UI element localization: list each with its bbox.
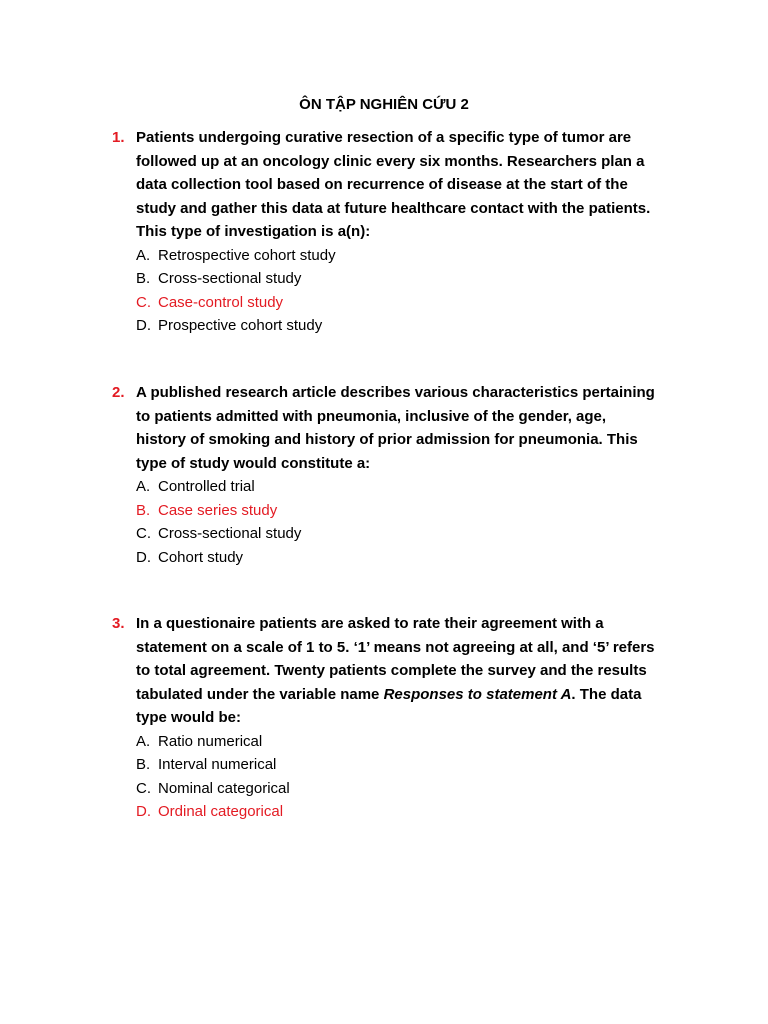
question-text xyxy=(136,612,656,730)
option-text: Controlled trial xyxy=(158,478,255,495)
option-text: Interval numerical xyxy=(158,756,277,773)
option-a xyxy=(136,475,712,499)
option-text: Cross-sectional study xyxy=(158,270,302,287)
option-list xyxy=(136,244,712,338)
question-1 xyxy=(112,126,712,338)
option-letter: B. xyxy=(136,270,151,287)
question-number: 3. xyxy=(112,615,125,632)
option-c xyxy=(136,522,712,546)
option-a xyxy=(136,730,712,754)
option-letter: A. xyxy=(136,246,151,264)
option-text: Cross-sectional study xyxy=(158,525,302,542)
question-3 xyxy=(112,612,712,824)
option-c xyxy=(136,777,712,801)
option-text: Nominal categorical xyxy=(158,779,290,797)
option-a xyxy=(136,244,712,268)
option-letter: D. xyxy=(136,548,151,566)
option-text: Case-control study xyxy=(158,293,284,311)
option-letter: C. xyxy=(136,293,151,311)
option-letter: C. xyxy=(136,525,151,542)
option-text: Prospective cohort study xyxy=(158,317,323,334)
question-text-part: . The data type would be: xyxy=(136,685,642,726)
option-list xyxy=(136,730,712,824)
question-2 xyxy=(112,381,712,569)
document-title: ÔN TẬP NGHIÊN CỨU 2 xyxy=(299,96,469,113)
option-letter: D. xyxy=(136,317,151,334)
option-c xyxy=(136,291,712,315)
option-d xyxy=(136,546,712,570)
option-d xyxy=(136,800,712,824)
option-letter: D. xyxy=(136,803,151,820)
option-letter: A. xyxy=(136,478,151,495)
option-list xyxy=(136,475,712,569)
question-text: A published research article describes various characteristics pertaining to patients admitted with pneumonia, inclusive of the gender, age, history of smoking and history of prior admission for pneumonia. This type of study would constitute a: xyxy=(136,384,655,472)
question-number: 2. xyxy=(112,384,125,401)
option-b xyxy=(136,267,712,291)
variable-name: Responses to statement A xyxy=(383,685,572,703)
option-letter: A. xyxy=(136,732,151,750)
option-b xyxy=(136,499,712,523)
option-letter: C. xyxy=(136,779,151,797)
question-text-part: In a questionaire patients are asked to rate their agreement with a statement on a scale of 1 to 5. ‘1’ means not agreeing at all, and ‘5’ refers to total agreement. Twenty patients complete the survey and the results tabulated under the variable name xyxy=(136,615,655,703)
question-number: 1. xyxy=(112,129,125,146)
option-text: Ordinal categorical xyxy=(158,803,284,820)
option-text: Cohort study xyxy=(158,548,244,566)
option-text: Retrospective cohort study xyxy=(158,246,336,264)
option-b xyxy=(136,753,712,777)
question-text: Patients undergoing curative resection of a specific type of tumor are followed up at an oncology clinic every six months. Researchers plan a data collection tool based on recurrence of disease at the start of the study and gather this data at future healthcare contact with the patients. This type of investigation is a(n): xyxy=(136,129,651,240)
option-letter: B. xyxy=(136,756,151,773)
option-text: Ratio numerical xyxy=(158,732,263,750)
option-letter: B. xyxy=(136,501,151,519)
option-text: Case series study xyxy=(158,501,278,519)
option-d xyxy=(136,314,712,338)
